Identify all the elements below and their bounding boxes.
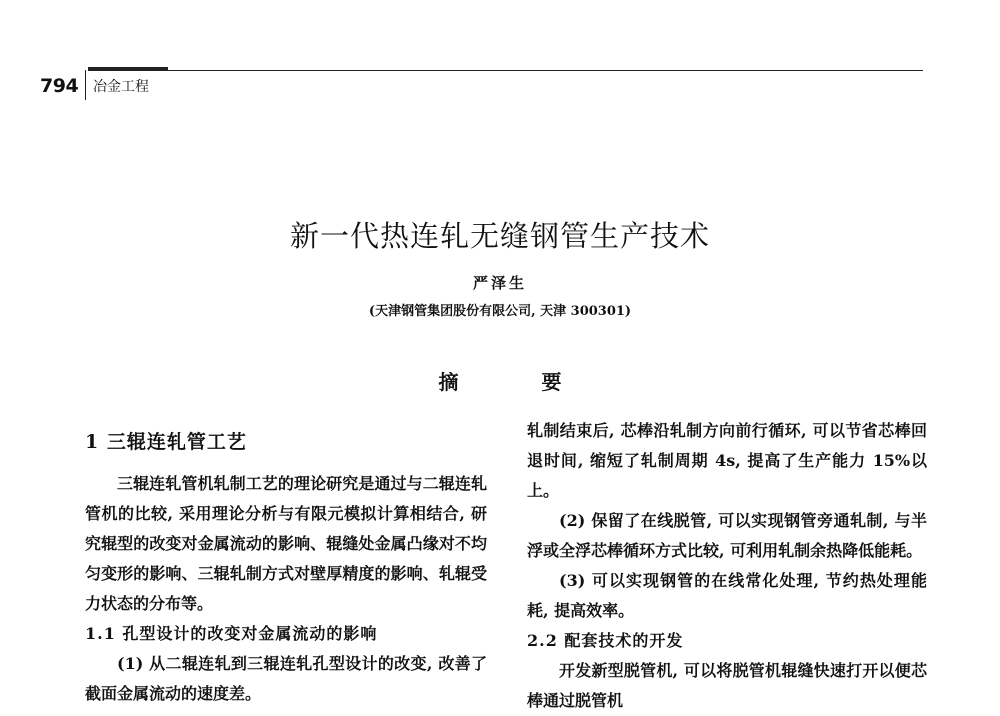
journal-name: 冶金工程 <box>93 79 149 95</box>
section-1-paragraph: 三辊连轧管机轧制工艺的理论研究是通过与二辊连轧管机的比较, 采用理论分析与有限元模拟计算相结合, 研究辊型的改变对金属流动的影响、辊缝处金属凸缘对不均匀变形的影响、三辊轧制方式对壁厚精度的影响、轧辊受力状态的分布等。 <box>85 474 487 613</box>
section-1-1-paragraph: (1) 从二辊连轧到三辊连轧孔型设计的改变, 改善了截面金属流动的速度差。 <box>85 654 487 703</box>
continued-paragraph: 轧制结束后, 芯棒沿轧制方向前行循环, 可以节省芯棒回退时间, 缩短了轧制周期 4s, 提高了生产能力 15%以上。 <box>527 421 927 500</box>
section-2-2-paragraph: 开发新型脱管机, 可以将脱管机辊缝快速打开以便芯棒通过脱管机 <box>527 661 927 710</box>
abstract-heading: 摘 要 <box>438 370 600 394</box>
article-title: 新一代热连轧无缝钢管生产技术 <box>289 219 710 253</box>
header-divider <box>85 70 86 100</box>
section-1-1-heading: 1.1 孔型设计的改变对金属流动的影响 <box>85 624 378 643</box>
page-number: 794 <box>40 75 79 97</box>
right-column <box>527 416 927 716</box>
section-1-heading: 1 三辊连轧管工艺 <box>85 431 247 453</box>
left-column <box>85 427 487 709</box>
item-3-paragraph: (3) 可以实现钢管的在线常化处理, 节约热处理能耗, 提高效率。 <box>527 571 927 620</box>
section-2-2-heading: 2.2 配套技术的开发 <box>527 631 684 650</box>
header-rule <box>88 70 923 71</box>
author-name: 严泽生 <box>472 274 527 292</box>
author-affiliation: (天津钢管集团股份有限公司, 天津 300301) <box>368 304 632 319</box>
item-2-paragraph: (2) 保留了在线脱管, 可以实现钢管旁通轧制, 与半浮或全浮芯棒循环方式比较, 可利用轧制余热降低能耗。 <box>527 511 927 560</box>
